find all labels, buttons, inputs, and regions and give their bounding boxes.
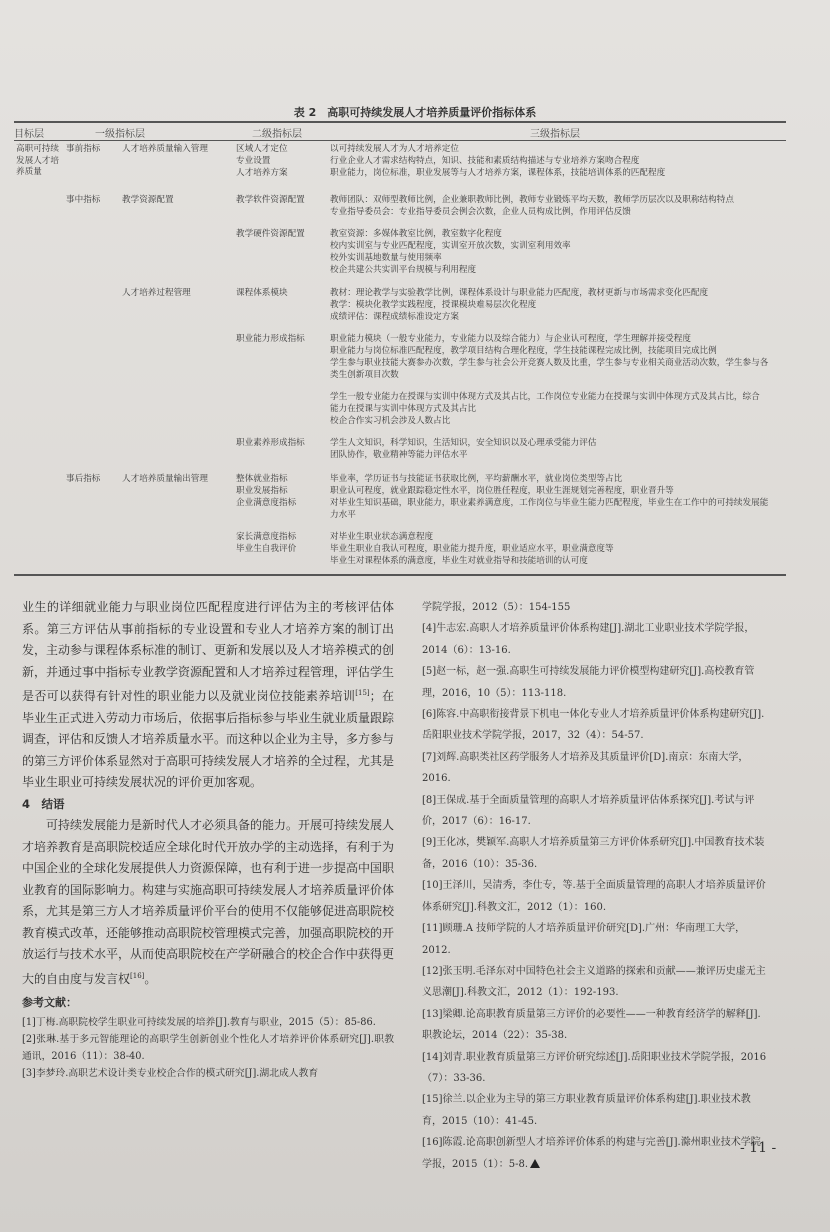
l3-line: 教室资源：多媒体教室比例，教室数字化程度 [330, 229, 502, 239]
reference-item: [15]徐兰.以企业为主导的第三方职业教育质量评价体系构建[J].职业技术教育，2015（10）：41-45. [422, 1094, 751, 1127]
l2-parent: 家长满意度指标 [236, 532, 297, 542]
l2-satisfaction: 企业满意度指标 [236, 498, 297, 508]
l2-self: 毕业生自我评价 [236, 544, 297, 554]
l3-line: 力水平 [330, 510, 356, 520]
reference-item: [6]陈容.中高职衔接背景下机电一体化专业人才培养质量评价体系构建研究[J].岳阳职业技术学院学报，2017，32（4）：54-57. [422, 709, 765, 742]
l3-line: 学生人文知识，科学知识，生活知识，安全知识以及心理承受能力评估 [330, 438, 597, 448]
l1-input: 人才培养质量输入管理 [122, 144, 208, 154]
l3-line: 职业能力，岗位标准，职业发展等与人才培养方案，课程体系，技能培训体系的匹配程度 [330, 168, 666, 178]
conclusion-paragraph: 可持续发展能力是新时代人才必须具备的能力。开展可持续发展人才培养教育是高职院校适应全球化时代开放办学的主动选择，有利于为中国企业的全球化发展提供人力资源保障，也有利于进一步提高中国职业教育的国际影响力。构建与实施高职可持续发展人才培养质量评价体系，尤其是第三方人才培养质量评价平台的使用不仅能够促进高职院校教育模式改革，还能够推动高职院校管理模式完善，加强高职院校的开放运行与技术水平，从而使高职院校在产学研融合的校企合作中获得更大的自由度与发言权[16]。 [22, 818, 395, 986]
l3-line: 以可持续发展人才为人才培养定位 [330, 144, 459, 154]
header-level3: 三级指标层 [530, 129, 580, 140]
l3-line: 毕业生对课程体系的满意度，毕业生对就业指导和技能培训的认可度 [330, 556, 588, 566]
reference-item: [3]李梦玲.高职艺术设计类专业校企合作的模式研究[J].湖北成人教育 [22, 1067, 319, 1079]
l3-line: 行业企业人才需求结构特点，知识、技能和素质结构描述与专业培养方案吻合程度 [330, 156, 640, 166]
l3-line: 校内实训室与专业匹配程度，实训室开放次数，实训室利用效率 [330, 241, 571, 251]
l2-ability: 职业能力形成指标 [236, 334, 305, 344]
l3-line: 校企共建公共实训平台规模与利用程度 [330, 265, 477, 275]
l3-line: 职业能力与岗位标准匹配程度，教学项目结构合理化程度，学生技能课程完成比例，技能项目完成比例 [330, 346, 717, 356]
paragraph-continued: 业生的详细就业能力与职业岗位匹配程度进行评估为主的考核评估体系。第三方评估从事前指标的专业设置和专业人才培养方案的制订出发，主动参与课程体系标准的制订、更新和发展以及人才培养模式的创新，并通过事中指标专业教学资源配置和人才培养过程管理，评估学生是否可以获得有针对性的职业能力以及就业岗位技能素养培训[15]；在毕业生正式进入劳动力市场后，依据事后指标参与毕业生就业质量跟踪调查，评估和反馈人才培养质量水平。而这种以企业为主导，多方参与的第三方评价体系显然对于高职可持续发展人才培养的全过程，尤其是毕业生职业可持续发展状况的评价更加客观。 [22, 600, 395, 789]
phase-mid: 事中指标 [66, 195, 101, 205]
l3-line: 对毕业生知识基础，职业能力，职业素养满意度，工作岗位与毕业生能力匹配程度，毕业生在工作中的可持续发展能 [330, 498, 769, 508]
left-column [22, 597, 394, 1082]
l2-region: 区域人才定位 [236, 144, 288, 154]
right-column-references [422, 597, 770, 1175]
l2-plan: 人才培养方案 [236, 168, 288, 178]
reference-item: [16]陈霞.论高职创新型人才培养评价体系的构建与完善[J].滁州职业技术学院学报，2015（1）：5-8. [422, 1137, 761, 1170]
reference-item: [1]丁梅.高职院校学生职业可持续发展的培养[J].教育与职业，2015（5）：85-86. [22, 1016, 376, 1028]
l3-line: 教师团队：双师型教师比例，企业兼职教师比例，教师专业锻炼平均天数，教师学历层次以及职称结构特点 [330, 195, 734, 205]
l2-major: 专业设置 [236, 156, 271, 166]
reference-item: [5]赵一标，赵一强.高职生可持续发展能力评价模型构建研究[J].高校教育管理，2016，10（5）：113-118. [422, 666, 755, 699]
l3-line: 校企合作实习机会涉及人数占比 [330, 416, 451, 426]
l2-hardware: 教学硬件资源配置 [236, 229, 305, 239]
l3-line: 教材：理论教学与实验教学比例，课程体系设计与职业能力匹配度，教材更新与市场需求变化匹配度 [330, 288, 709, 298]
l3-line: 学生一般专业能力在授课与实训中体现方式及其占比，工作岗位专业能力在授课与实训中体现方式及其占比，综合 [330, 392, 760, 402]
phase-pre: 事前指标 [66, 144, 101, 154]
end-mark-icon [530, 1159, 540, 1168]
reference-item: [13]梁卿.论高职教育质量第三方评价的必要性——一种教育经济学的解释[J].职教论坛，2014（22）：35-38. [422, 1008, 761, 1042]
l2-course: 课程体系模块 [236, 288, 288, 298]
reference-item: [8]王保成.基于全面质量管理的高职人才培养质量评估体系探究[J].考试与评价，2017（6）：16-17. [422, 794, 755, 828]
section-heading: 4 结语 [22, 796, 65, 811]
header-target: 目标层 [14, 129, 44, 140]
references-heading: 参考文献： [22, 996, 77, 1009]
l2-software: 教学软件资源配置 [236, 195, 305, 205]
phase-post: 事后指标 [66, 474, 101, 484]
l3-line: 类生创新项目次数 [330, 370, 399, 380]
l3-line: 教学：模块化教学实践程度，授课模块难易层次化程度 [330, 300, 537, 310]
reference-item: [12]张玉明.毛泽东对中国特色社会主义道路的探索和贡献——兼评历史虚无主义思潮[J].科教文汇，2012（1）：192-193. [422, 965, 766, 999]
l3-line: 毕业率，学历证书与技能证书获取比例，平均薪酬水平，就业岗位类型等占比 [330, 474, 623, 484]
l3-line: 团队协作，敬业精神等能力评估水平 [330, 450, 468, 460]
l3-line: 对毕业生职业状态满意程度 [330, 532, 434, 542]
l1-output: 人才培养质量输出管理 [122, 474, 208, 484]
l1-process: 人才培养过程管理 [122, 288, 191, 298]
reference-item: [9]王化冰，樊颖军.高职人才培养质量第三方评价体系研究[J].中国教育技术装备，2016（10）：35-36. [422, 837, 765, 870]
target-cell: 高职可持续发展人才培养质量 [16, 144, 59, 178]
reference-item: [11]顾珊.A 技师学院的人才培养质量评价研究[D].广州：华南理工大学，2012. [422, 923, 746, 956]
l2-employment: 整体就业指标 [236, 474, 288, 484]
l3-line: 成绩评估：课程成绩标准设定方案 [330, 312, 459, 322]
l3-line: 毕业生职业自我认可程度，职业能力提升度，职业适应水平，职业满意度等 [330, 544, 614, 554]
reference-item: [7]刘辉.高职类社区药学服务人才培养及其质量评价[D].南京：东南大学，2016. [422, 751, 749, 785]
l3-line: 专业指导委员会：专业指导委员会例会次数，企业人员构成比例，作用评估反馈 [330, 207, 631, 217]
reference-item: [10]王泽川，吴清秀，李仕专，等.基于全面质量管理的高职人才培养质量评价体系研究[J].科教文汇，2012（1）：160. [422, 880, 766, 913]
header-level1: 一级指标层 [95, 129, 145, 140]
l3-line: 学生参与职业技能大赛参办次数，学生参与社会公开竞赛人数及比重，学生参与专业相关商业活动次数，学生参与各 [330, 358, 769, 368]
l3-line: 校外实训基地数量与使用频率 [330, 253, 442, 263]
l2-career: 职业发展指标 [236, 486, 288, 496]
reference-item: [4]牛志宏.高职人才培养质量评价体系构建[J].湖北工业职业技术学院学报，2014（6）：13-16. [422, 623, 755, 656]
l2-quality: 职业素养形成指标 [236, 438, 305, 448]
table-header-rule [14, 140, 786, 141]
reference-item: [14]刘青.职业教育质量第三方评价研究综述[J].岳阳职业技术学院学报，2016（7）：33-36. [422, 1051, 767, 1084]
table-bottom-rule [14, 574, 786, 576]
table-caption: 表 2 高职可持续发展人才培养质量评价指标体系 [293, 106, 537, 119]
page-number: - 11 - [740, 1140, 777, 1156]
l1-resources: 教学资源配置 [122, 195, 174, 205]
reference-item: 学院学报，2012（5）：154-155 [422, 602, 571, 613]
table-top-rule [14, 121, 786, 123]
l3-line: 能力在授课与实训中体现方式及其占比 [330, 404, 477, 414]
l3-line: 职业能力模块（一般专业能力，专业能力以及综合能力）与企业认可程度，学生理解并接受程度 [330, 334, 691, 344]
header-level2: 二级指标层 [252, 129, 302, 140]
reference-item: [2]张琳.基于多元智能理论的高职学生创新创业个性化人才培养评价体系研究[J].职教通讯，2016（11）：38-40. [22, 1033, 394, 1062]
l3-line: 职业认可程度，就业跟踪稳定性水平，岗位胜任程度，职业生涯规划完善程度，职业晋升等 [330, 486, 674, 496]
